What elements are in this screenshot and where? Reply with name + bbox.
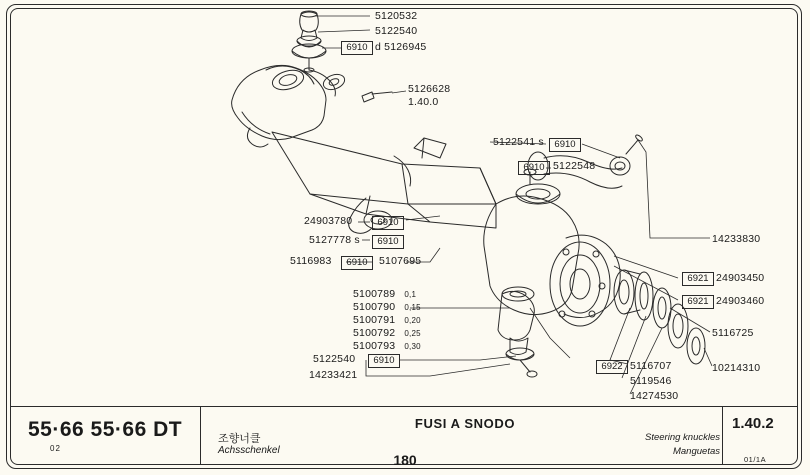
part-label: d 5126945 [375, 41, 427, 53]
group-code-box: 6910 [372, 216, 404, 230]
revision-code: 01/1A [744, 455, 767, 464]
group-code-box: 6922 [596, 360, 628, 374]
exploded-parts-diagram [10, 8, 798, 406]
part-label: 10214310 [712, 362, 761, 374]
shim-row [353, 340, 421, 353]
group-code-box: 6910 [341, 256, 373, 270]
shim-row [353, 327, 421, 340]
part-label: 1.40.0 [408, 96, 439, 108]
shim-row [353, 288, 416, 301]
part-label: 14274530 [630, 390, 679, 402]
title-german: Achsschenkel [218, 445, 280, 456]
group-code-box: 6921 [682, 295, 714, 309]
part-label: 14233830 [712, 233, 761, 245]
part-label: 14233421 [309, 369, 358, 381]
part-label: 24903450 [716, 272, 765, 284]
shim-size: 0,1 [404, 290, 417, 299]
part-label: 5127778 s [309, 234, 360, 246]
shim-row [353, 301, 421, 314]
shim-code: 5100789 [353, 288, 396, 300]
part-label: 5122540 [375, 25, 418, 37]
part-label: 5120532 [375, 10, 418, 22]
part-label: 5122541 s [493, 136, 544, 148]
shim-code: 5100792 [353, 327, 396, 339]
shim-size: 0,25 [404, 329, 421, 338]
shim-size: 0,15 [404, 303, 421, 312]
shim-code: 5100790 [353, 301, 396, 313]
group-code-box: 6910 [341, 41, 373, 55]
part-label: 24903460 [716, 295, 765, 307]
shim-size: 0,30 [404, 342, 421, 351]
group-code-box: 6910 [549, 138, 581, 152]
part-label: 5116983 [290, 255, 332, 267]
shim-code: 5100791 [353, 314, 396, 326]
model-variant: 02 [50, 444, 61, 453]
part-label: 5122540 [313, 353, 356, 365]
group-code-box: 6921 [682, 272, 714, 286]
title-english: Steering knuckles [645, 432, 720, 443]
title-spanish: Manguetas [672, 446, 720, 457]
part-label: 5122548 [553, 160, 596, 172]
group-code-box: 6910 [518, 161, 550, 175]
group-code-box: 6910 [372, 235, 404, 249]
title-korean: 조향너클 [218, 433, 261, 445]
part-label: 5126628 [408, 83, 451, 95]
part-label: 24903780 [304, 215, 353, 227]
shim-code: 5100793 [353, 340, 396, 352]
part-label: 5116707 [630, 360, 672, 372]
part-label: 5107695 [379, 255, 422, 267]
shim-row [353, 314, 421, 327]
title-italian: FUSI A SNODO [414, 416, 516, 431]
part-label: 5116725 [712, 327, 754, 339]
table-code: 1.40.2 [732, 415, 774, 432]
part-label: 5119546 [630, 375, 672, 387]
model-designation: 55·66 55·66 DT [28, 418, 183, 441]
page-number: 180 [393, 452, 417, 468]
group-code-box: 6910 [368, 354, 400, 368]
shim-size: 0,20 [404, 316, 421, 325]
